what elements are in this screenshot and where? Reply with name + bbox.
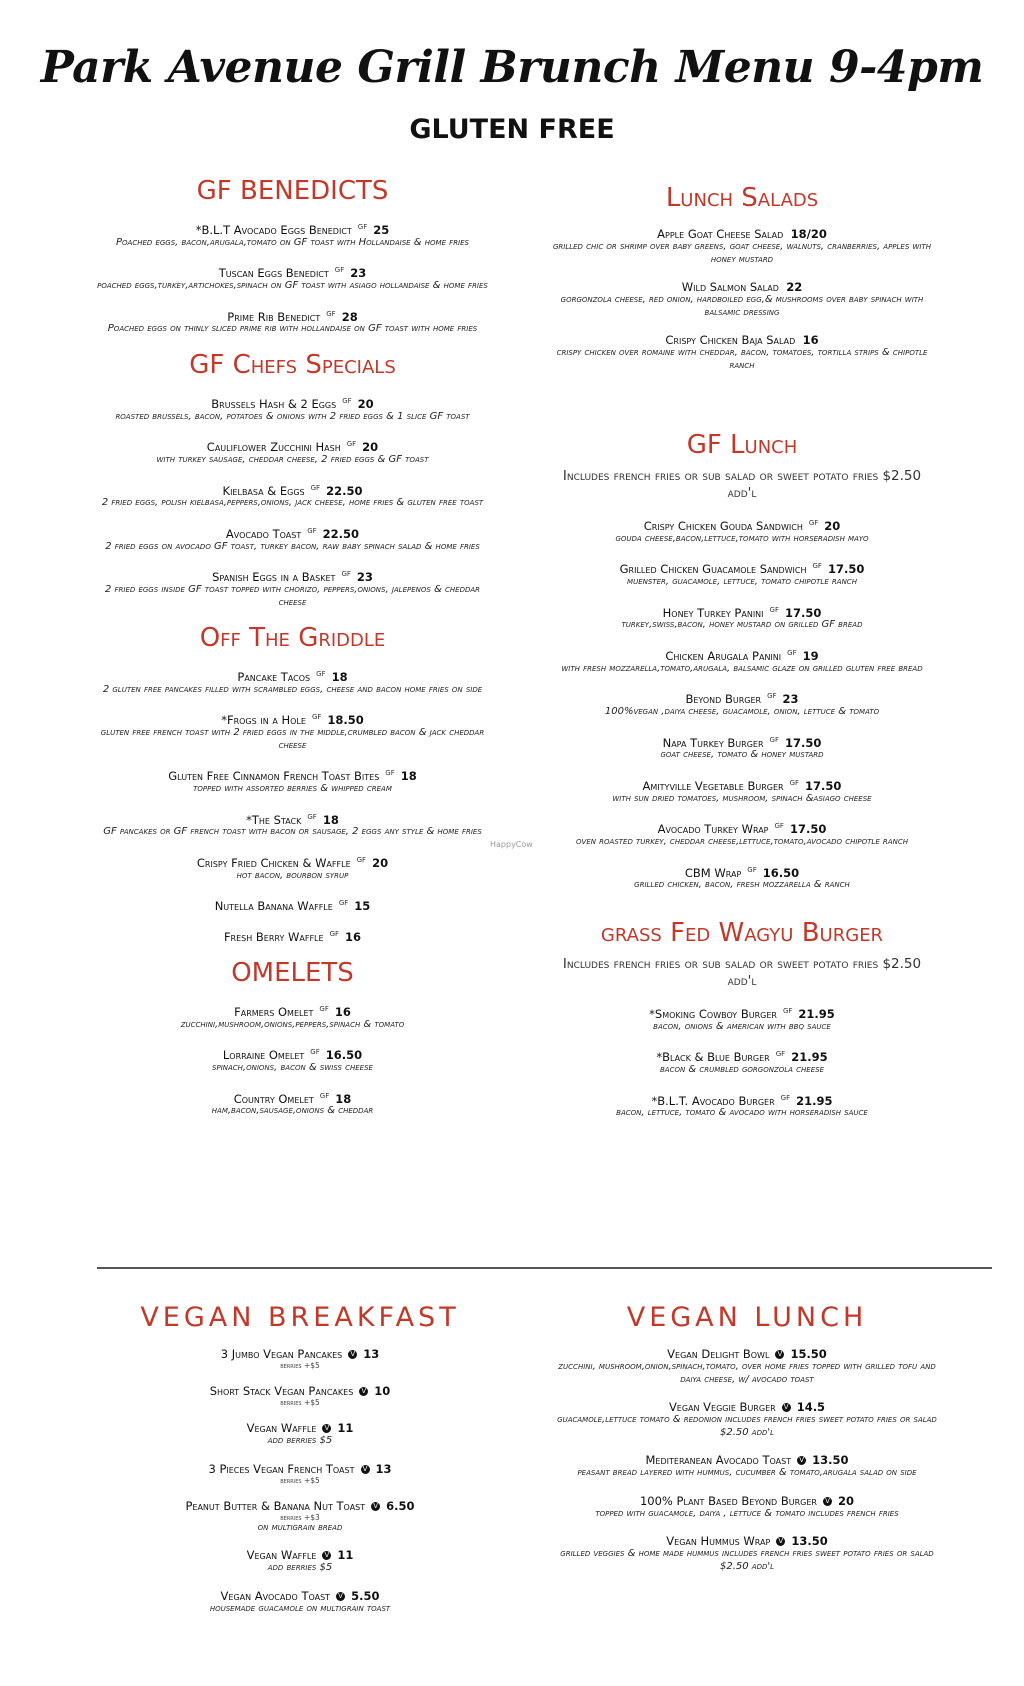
item-line [95,567,490,584]
item-description: bacon, onions & american with bbq sauce [653,1020,831,1032]
item-line [115,1589,485,1603]
gf-tag: GF [311,713,322,722]
menu-item [95,1089,490,1118]
item-name: Wild Salmon Salad [681,280,779,294]
item-description: Poached eggs on thinly sliced prime rib with hollandaise on GF toast with home fries [107,323,478,335]
item-line [115,1499,485,1513]
right-column-bottom [552,1302,942,1587]
item-line [95,481,490,498]
item-price: 18 [400,769,417,784]
gf-tag: GF [342,396,352,405]
item-name: 100% Plant Based Beyond Burger [639,1493,817,1508]
item-price: 20 [372,855,389,870]
item-name: Honey Turkey Panini [662,605,764,620]
item-description: topped with assorted berries & whipped cream [193,783,392,795]
gf-tag: GF [787,648,797,657]
item-price: 17.50 [827,562,865,577]
section-heading: GF BENEDICTS [196,176,389,206]
item-price: 20 [824,518,841,533]
item-name: *B.L.T. Avocado Burger [651,1093,775,1108]
gf-tag: GF [775,1050,786,1059]
item-price: 16 [345,929,362,944]
item-price: 16 [334,1004,351,1019]
menu-item [552,1400,942,1439]
item-line [115,1462,485,1476]
vegan-icon: V [775,1350,784,1359]
item-price: 21.95 [796,1093,833,1108]
item-line [95,1002,490,1019]
menu-item [115,1548,485,1575]
section-gf-chefs-specials [95,350,490,609]
item-price: 22.50 [326,483,363,498]
item-line [95,766,490,783]
item-description: spinach,onions, bacon & swiss cheese [212,1062,373,1074]
item-line [552,646,932,663]
item-name: Kielbasa & Eggs [222,483,305,498]
menu-item [95,567,490,609]
gf-tag: GF [356,855,367,864]
item-line [95,1045,490,1062]
gf-tag: GF [338,899,349,908]
menu-item [95,810,490,839]
menu-item [552,1453,942,1480]
vegan-icon: V [776,1537,785,1546]
menu-item [95,307,490,336]
item-line [552,863,932,880]
item-name: *The Stack [246,812,302,827]
item-description: zucchini,mushroom,onions,peppers,spinach & tomato [180,1018,405,1030]
item-price: 23 [356,570,373,585]
item-name: Beyond Burger [685,692,762,707]
item-line [552,516,932,533]
menu-item [115,1347,485,1370]
item-name: Spanish Eggs in a Basket [212,570,336,585]
item-name: Avocado Toast [225,526,302,541]
gf-tag: GF [782,1006,793,1015]
menu-item [95,853,490,882]
section-omelets [95,958,490,1118]
menu-item [95,766,490,795]
item-name: Napa Turkey Burger [662,735,764,750]
menu-item [552,1534,942,1573]
menu-item [552,776,932,805]
menu-item [95,667,490,696]
item-description: muenster, guacamole, lettuce, tomato chipotle ranch [627,576,857,588]
item-description: with fresh mozzarella,tomato,arugala, balsamic glaze on grilled gluten free bread [561,662,923,674]
item-name: Pancake Tacos [237,669,311,684]
item-line [552,776,932,793]
gf-tag: GF [329,930,340,939]
item-price: 23 [782,692,799,707]
gf-tag: GF [341,570,351,579]
section-divider [97,1267,992,1269]
item-name: Country Omelet [233,1091,314,1106]
vegan-icon: V [371,1502,380,1511]
item-description: oven roasted turkey, cheddar cheese,lettuce,tomato,avocado chipotle ranch [576,836,908,848]
item-name: Chicken Arugala Panini [665,648,782,663]
item-name: Crispy Chicken Gouda Sandwich [643,518,803,533]
item-description: grilled veggies & home made hummus includes french fries sweet potato fries or salad $2.50 add'l [560,1548,934,1572]
menu-item [95,437,490,466]
item-price: 20 [838,1493,855,1508]
item-price: 17.50 [784,735,822,750]
vegan-icon: V [359,1387,368,1396]
item-extra: berries +$3 [280,1512,320,1522]
item-name: Vegan Veggie Burger [668,1400,776,1414]
gf-tag: GF [326,309,336,318]
item-name: Cauliflower Zucchini Hash [206,440,341,455]
item-description: on multigrain bread [257,1521,343,1533]
gf-tag: GF [385,769,395,778]
menu-item [115,1499,485,1535]
item-description: guacamole,lettuce tomato & redonion includes french fries sweet potato fries or salad $2.50 add'l [557,1414,937,1438]
item-name: Apple Goat Cheese Salad [657,227,784,241]
section-wagyu-burger [552,918,932,1120]
item-line [552,333,932,347]
item-line [95,263,490,280]
menu-item [95,896,490,913]
item-name: Vegan Avocado Toast [220,1588,331,1603]
item-price: 16.50 [325,1048,363,1063]
gf-tag: GF [316,670,326,679]
item-line [95,437,490,454]
menu-item [95,1002,490,1031]
menu-item [552,733,932,762]
item-description: 2 fried eggs, polish kielbasa,peppers,onions, jack cheese, home fries & gluten free toast [101,497,484,509]
menu-subtitle: GLUTEN FREE [409,114,615,145]
menu-item [552,646,932,675]
menu-item [552,1047,932,1076]
item-description: with sun dried tomatoes, mushroom, spinach &asiago cheese [612,792,872,804]
item-description: grilled chic or shrimp over baby greens, goat cheese, walnuts, cranberries, apples with honey mustard [552,241,932,265]
section-off-the-griddle [95,623,490,944]
menu-item [552,559,932,588]
item-description: hot bacon, bourbon syrup [236,869,349,881]
item-line [95,810,490,827]
menu-item [552,1347,942,1386]
item-line [552,819,932,836]
menu-item [552,227,932,266]
menu-item [115,1589,485,1616]
vegan-icon: V [361,1465,370,1474]
section-note: Includes french fries or sub salad or sweet potato fries $2.50 add'l [562,468,922,501]
item-line [95,896,490,913]
item-line [552,689,932,706]
item-line [95,524,490,541]
item-line [115,1347,485,1361]
vegan-icon: V [823,1497,832,1506]
item-description: topped with guacamole, daiya , lettuce & tomato includes french fries [595,1507,899,1519]
item-price: 13.50 [791,1534,828,1548]
gf-tag: GF [346,440,357,449]
item-price: 19 [802,648,819,663]
item-name: Prime Rib Benedict [227,309,321,324]
item-price: 18/20 [790,227,827,241]
item-name: *B.L.T Avocado Eggs Benedict [195,222,352,237]
item-name: 3 Pieces Vegan French Toast [208,1461,355,1476]
item-description: turkey,swiss,bacon, honey mustard on grilled GF bread [621,619,863,631]
item-price: 22.50 [322,526,360,541]
item-price: 23 [350,266,367,281]
gf-tag: GF [310,483,321,492]
section-gf-benedicts [95,176,490,336]
item-price: 28 [341,309,358,324]
menu-item [95,263,490,292]
section-note: Includes french fries or sub salad or sweet potato fries $2.50 add'l [562,955,922,989]
item-name: CBM Wrap [684,865,742,880]
vegan-icon: V [322,1424,331,1433]
item-name: Vegan Delight Bowl [667,1347,770,1361]
menu-title: Park Avenue Grill Brunch Menu 9-4pm [40,42,984,93]
item-name: Short Stack Vegan Pancakes [209,1384,354,1398]
item-description: peasant bread layered with hummus, cucumber & tomato,arugala salad on side [577,1467,917,1478]
item-name: Nutella Banana Waffle [214,899,333,914]
item-line [95,307,490,324]
item-description: grilled chicken, bacon, fresh mozzarella & ranch [634,879,850,891]
item-line [95,667,490,684]
menu-item [115,1384,485,1407]
menu-item [552,1091,932,1120]
item-description: gluten free french toast with 2 fried eggs in the middle,crumbled bacon & jack cheddar cheese [100,727,485,751]
gf-tag: GF [357,223,368,231]
item-line [95,927,490,944]
item-name: Vegan Hummus Wrap [666,1534,771,1548]
section-heading: Off The Griddle [199,623,386,654]
gf-tag: GF [319,1091,330,1100]
item-price: 6.50 [386,1498,415,1513]
item-line [95,1089,490,1106]
item-price: 18 [335,1091,352,1106]
menu-item [95,1045,490,1074]
section-heading: VEGAN BREAKFAST [140,1302,460,1333]
item-price: 18 [322,812,339,827]
item-line [552,1091,932,1108]
item-price: 17.50 [789,822,827,837]
vegan-icon: V [336,1592,345,1601]
menu-item [552,280,932,319]
item-price: 18.50 [327,713,364,728]
gf-tag: GF [767,692,777,701]
item-description: add berries $5 [267,1435,333,1446]
vegan-icon: V [782,1403,791,1412]
item-price: 13 [375,1461,392,1476]
item-name: 3 Jumbo Vegan Pancakes [220,1347,343,1361]
menu-item [95,927,490,944]
item-description: gouda cheese,bacon,lettuce,tomato with horseradish mayo [615,532,869,544]
item-extra: berries +$5 [280,1361,320,1370]
item-name: *Black & Blue Burger [656,1050,770,1065]
item-name: Mediteranean Avocado Toast [645,1453,792,1467]
item-line [552,1347,942,1361]
item-name: Tuscan Eggs Benedict [218,266,329,281]
vegan-icon: V [797,1456,806,1465]
item-name: *Smoking Cowboy Burger [649,1006,777,1021]
item-price: 17.50 [805,778,842,793]
item-price: 20 [357,396,374,411]
item-line [552,1004,932,1021]
item-line [552,1047,932,1064]
item-description: goat cheese, tomato & honey mustard [660,749,824,761]
item-price: 25 [373,222,390,237]
item-line [95,853,490,870]
item-name: Brussels Hash & 2 Eggs [211,396,337,411]
menu-item [552,1494,942,1521]
item-extra: berries +$5 [280,1475,320,1485]
menu-item [552,863,932,892]
item-description: with turkey sausage, cheddar cheese, 2 fried eggs & GF toast [156,454,429,466]
item-name: Gluten Free Cinnamon French Toast Bites [168,769,380,784]
menu-item [552,1004,932,1033]
section-heading: OMELETS [231,957,354,988]
item-description: crispy chicken over romaine with cheddar, bacon, tomatoes, tortilla strips & chipotle ranch [556,347,928,371]
menu-item [115,1421,485,1448]
menu-item [95,481,490,510]
item-name: Lorraine Omelet [222,1048,305,1063]
menu-item [95,710,490,752]
vegan-icon: V [322,1551,331,1560]
item-name: Amityville Vegetable Burger [642,778,784,793]
gf-tag: GF [747,865,757,874]
item-name: Crispy Chicken Baja Salad [665,333,796,347]
item-description: 2 fried eggs inside GF toast topped with chorizo, peppers,onions, jalepenos & cheddar cheese [104,584,481,608]
item-price: 15.50 [790,1347,827,1361]
item-name: *Frogs in a Hole [221,713,306,728]
gf-tag: GF [808,519,819,527]
item-price: 20 [362,440,379,455]
gf-tag: GF [307,526,317,535]
menu-item [552,516,932,545]
right-column-top [552,183,932,1134]
item-name: Farmers Omelet [234,1004,314,1019]
menu-item [115,1462,485,1485]
gf-tag: GF [774,822,784,831]
section-heading: GF Lunch [686,430,798,460]
gf-tag: GF [307,812,317,821]
item-line [95,220,490,237]
item-name: Fresh Berry Waffle [223,929,324,944]
item-line [552,603,932,620]
item-price: 10 [374,1384,391,1398]
item-price: 11 [337,1548,354,1562]
item-price: 18 [331,669,348,684]
item-line [95,710,490,727]
item-description: add berries $5 [267,1562,333,1573]
item-line [115,1421,485,1435]
item-description: 2 fried eggs on avocado GF toast, turkey bacon, raw baby spinach salad & home fries [105,540,480,552]
item-description: gorgonzola cheese, red onion, hardboiled egg,& mushrooms over baby spinach with balsamic dressing [560,294,924,318]
gf-tag: GF [769,735,779,744]
section-lunch-salads [552,183,932,372]
item-price: 15 [354,899,371,914]
item-price: 14.5 [796,1400,826,1414]
item-description: bacon & crumbled gorgonzola cheese [660,1064,824,1076]
item-name: Vegan Waffle [246,1421,317,1435]
vegan-icon: V [348,1350,357,1359]
item-description: GF pancakes or GF french toast with bacon or sausage, 2 eggs any style & home fries [103,826,482,838]
item-line [115,1548,485,1562]
item-name: Crispy Fried Chicken & Waffle [196,855,351,870]
watermark: HappyCow [490,840,533,849]
item-line [552,1453,942,1467]
item-name: Peanut Butter & Banana Nut Toast [185,1498,366,1513]
item-price: 22 [786,280,803,294]
menu-item [552,689,932,718]
item-price: 21.95 [791,1050,828,1065]
item-line [552,1534,942,1548]
item-line [552,1400,942,1414]
item-line [95,394,490,411]
item-description: housemade guacamole on multigrain toast [209,1602,391,1614]
section-heading: GF Chefs Specials [189,349,396,380]
item-extra: berries +$5 [280,1398,320,1407]
item-line [552,733,932,750]
item-line [552,227,932,241]
item-name: Avocado Turkey Wrap [657,822,769,837]
menu-item [552,333,932,372]
item-price: 13.50 [812,1453,849,1467]
menu-item [552,819,932,848]
menu-item [552,603,932,632]
section-heading: Lunch Salads [665,183,819,213]
item-description: bacon, lettuce, tomato & avocado with horseradish sauce [616,1107,868,1119]
item-price: 5.50 [351,1588,380,1603]
item-name: Grilled Chicken Guacamole Sandwich [619,562,807,577]
left-column-bottom [115,1302,485,1629]
section-vegan-breakfast [115,1302,485,1615]
menu-item [95,524,490,553]
item-price: 16.50 [762,865,800,880]
item-price: 17.50 [784,605,822,620]
item-price: 13 [363,1347,380,1361]
item-price: 21.95 [798,1006,835,1021]
section-vegan-lunch [552,1302,942,1573]
item-description: 100%vegan ,daiya cheese, guacamole, onion, lettuce & tomato [604,706,880,718]
left-column-top [95,176,490,1132]
menu-item [95,394,490,423]
item-line [552,1494,942,1508]
item-description: ham,bacon,sausage,onions & cheddar [211,1105,374,1117]
item-line [552,559,932,576]
menu-item [95,220,490,249]
gf-tag: GF [769,605,779,614]
item-line [552,280,932,294]
item-description: roasted brussels, bacon, potatoes & onions with 2 fried eggs & 1 slice GF toast [115,410,470,422]
item-price: 16 [802,333,819,347]
item-description: zucchini, mushroom,onion,spinach,tomato, over home fries topped with grilled tofu and daiya cheese, w/ avocado toast [558,1361,936,1385]
item-description: Poached eggs, bacon,arugala,tomato on GF toast with Hollandaise & home fries [115,236,469,248]
gf-tag: GF [780,1093,791,1102]
item-line [115,1384,485,1398]
gf-tag: GF [789,778,800,787]
section-heading: VEGAN LUNCH [626,1302,868,1333]
gf-tag: GF [812,562,822,571]
item-description: 2 gluten free pancakes filled with scrambled eggs, cheese and bacon home fries on side [102,683,483,695]
gf-tag: GF [310,1048,320,1057]
gf-tag: GF [334,266,345,275]
section-gf-lunch [552,430,932,892]
item-price: 11 [337,1421,354,1435]
item-name: Vegan Waffle [246,1548,317,1562]
item-description: poached eggs,turkey,artichokes,spinach on GF toast with asiago hollandaise & home fries [97,280,488,292]
gf-tag: GF [319,1004,329,1013]
section-heading: grass Fed Wagyu Burger [600,917,884,948]
